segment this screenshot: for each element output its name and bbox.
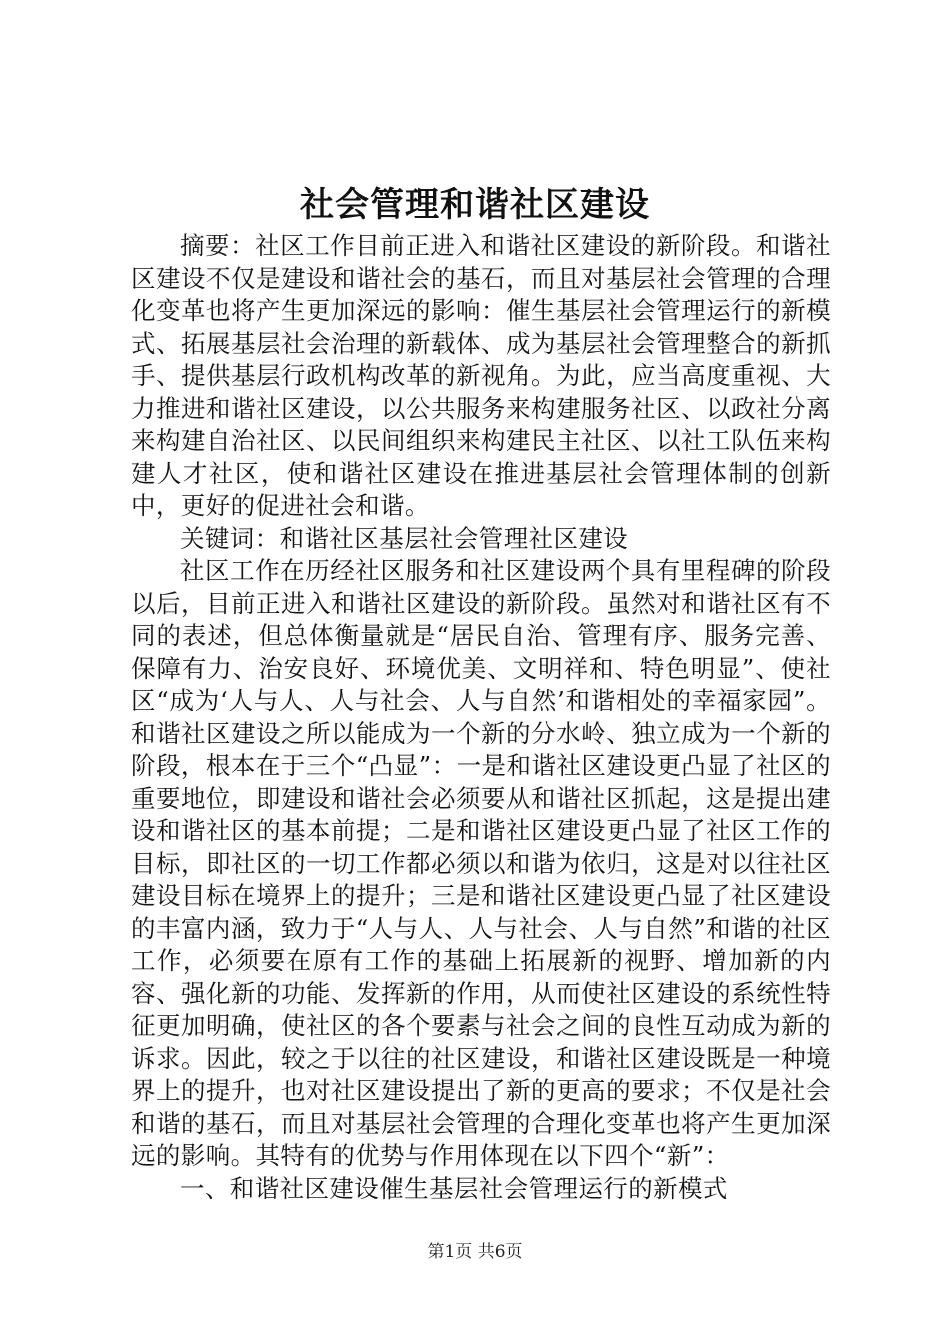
section-heading: 一、和谐社区建设催生基层社会管理运行的新模式	[180, 1173, 728, 1203]
document-body	[131, 230, 831, 1205]
page-footer: 第1页 共6页	[427, 1242, 523, 1262]
abstract-paragraph: 摘要：社区工作目前正进入和谐社区建设的新阶段。和谐社区建设不仅是建设和谐社会的基石，而且对基层社会管理的合理化变革也将产生更加深远的影响：催生基层社会管理运行的新模式、拓展基层社会治理的新载体、成为基层社会管理整合的新抓手、提供基层行政机构改革的新视角。为此，应当高度重视、大力推进和谐社区建设，以公共服务来构建服务社区、以政社分离来构建自治社区、以民间组织来构建民主社区、以社工队伍来构建人才社区，使和谐社区建设在推进基层社会管理体制的创新中，更好的促进社会和谐。	[131, 231, 831, 520]
keywords-paragraph: 关键词：和谐社区基层社会管理社区建设	[180, 523, 629, 553]
document-title: 社会管理和谐社区建设	[300, 185, 650, 225]
body-paragraph: 社区工作在历经社区服务和社区建设两个具有里程碑的阶段以后，目前正进入和谐社区建设的新阶段。虽然对和谐社区有不同的表述，但总体衡量就是“居民自治、管理有序、服务完善、保障有力、治安良好、环境优美、文明祥和、特色明显”、使社区“成为‘人与人、人与社会、人与自然’和谐相处的幸福家园”。和谐社区建设之所以能成为一个新的分水岭、独立成为一个新的阶段，根本在于三个“凸显”：一是和谐社区建设更凸显了社区的重要地位，即建设和谐社会必须要从和谐社区抓起，这是提出建设和谐社区的基本前提；二是和谐社区建设更凸显了社区工作的目标，即社区的一切工作都必须以和谐为依归，这是对以往社区建设目标在境界上的提升；三是和谐社区建设更凸显了社区建设的丰富内涵，致力于“人与人、人与社会、人与自然”和谐的社区工作，必须要在原有工作的基础上拓展新的视野、增加新的内容、强化新的功能、发挥新的作用，从而使社区建设的系统性特征更加明确，使社区的各个要素与社会之间的良性互动成为新的诉求。因此，较之于以往的社区建设，和谐社区建设既是一种境界上的提升，也对社区建设提出了新的更高的要求；不仅是社会和谐的基石，而且对基层社会管理的合理化变革也将产生更加深远的影响。其特有的优势与作用体现在以下四个“新”：	[131, 556, 831, 1170]
